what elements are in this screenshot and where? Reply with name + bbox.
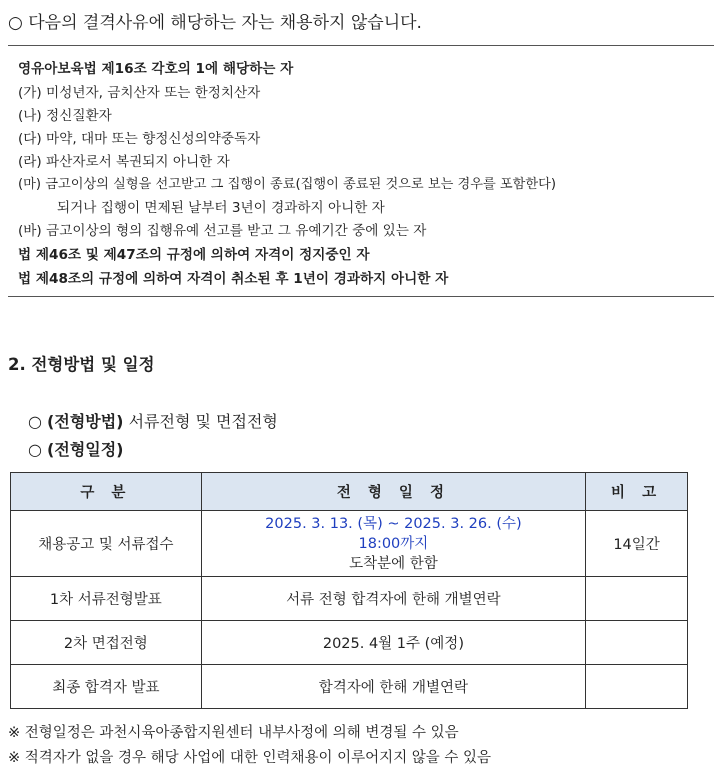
table-row <box>11 577 688 621</box>
row-note <box>586 665 688 709</box>
header-note: 비 고 <box>586 473 688 511</box>
schedule-date-range: 2025. 3. 13. (목) ~ 2025. 3. 26. (수) <box>265 515 522 532</box>
schedule-condition: 도착분에 한함 <box>349 555 438 572</box>
law-article-46-47: 법 제46조 및 제47조의 규정에 의하여 자격이 정지중인 자 <box>18 247 370 263</box>
item-ma: (마) 금고이상의 실형을 선고받고 그 집행이 종료(집행이 종료된 것으로 보는 경우를 포함한다) <box>18 177 557 192</box>
row-schedule: 합격자에 한해 개별연락 <box>201 665 585 709</box>
table-row <box>11 665 688 709</box>
header-schedule: 전 형 일 정 <box>201 473 585 511</box>
item-ba: (바) 금고이상의 형의 집행유예 선고를 받고 그 유예기간 중에 있는 자 <box>18 223 427 239</box>
box-bottom-rule <box>8 296 714 297</box>
method-line <box>28 409 278 432</box>
item-ga: (가) 미성년자, 금치산자 또는 한정치산자 <box>18 85 261 101</box>
item-da: (다) 마약, 대마 또는 향정신성의약중독자 <box>18 131 261 147</box>
box-top-rule <box>8 45 714 46</box>
row-category: 1차 서류전형발표 <box>11 577 202 621</box>
law-article-16: 영유아보육법 제16조 각호의 1에 해당하는 자 <box>18 61 294 77</box>
method-label: (전형방법) <box>47 412 124 431</box>
table-header-row <box>11 473 688 511</box>
method-value: 서류전형 및 면접전형 <box>123 412 278 431</box>
row-category: 채용공고 및 서류접수 <box>11 511 202 577</box>
footnote-schedule-change: ※ 전형일정은 과천시육아종합지원센터 내부사정에 의해 변경될 수 있음 <box>8 725 459 741</box>
row-note <box>586 621 688 665</box>
disqualification-heading: ○ 다음의 결격사유에 해당하는 자는 채용하지 않습니다. <box>8 13 422 33</box>
row-category: 최종 합격자 발표 <box>11 665 202 709</box>
footnote-no-candidate: ※ 적격자가 없을 경우 해당 사업에 대한 인력채용이 이루어지지 않을 수 있음 <box>8 750 492 766</box>
row-schedule: 서류 전형 합격자에 한해 개별연락 <box>201 577 585 621</box>
law-article-48: 법 제48조의 규정에 의하여 자격이 취소된 후 1년이 경과하지 아니한 자 <box>18 271 449 287</box>
table-row <box>11 621 688 665</box>
row-schedule <box>201 511 585 577</box>
bullet-icon: ○ <box>28 412 48 431</box>
schedule-table <box>10 472 688 709</box>
row-category: 2차 면접전형 <box>11 621 202 665</box>
schedule-time: 18:00까지 <box>358 535 429 552</box>
schedule-line <box>28 437 124 460</box>
header-category: 구 분 <box>11 473 202 511</box>
bullet-icon: ○ <box>28 440 48 459</box>
row-note <box>586 577 688 621</box>
schedule-label: (전형일정) <box>47 440 124 459</box>
row-schedule: 2025. 4월 1주 (예정) <box>201 621 585 665</box>
item-ra: (라) 파산자로서 복권되지 아니한 자 <box>18 154 230 170</box>
item-na: (나) 정신질환자 <box>18 108 112 124</box>
table-row <box>11 511 688 577</box>
item-ma-continued: 되거나 집행이 면제된 날부터 3년이 경과하지 아니한 자 <box>57 200 385 216</box>
row-note: 14일간 <box>586 511 688 577</box>
section-title: 2. 전형방법 및 일정 <box>8 355 155 374</box>
